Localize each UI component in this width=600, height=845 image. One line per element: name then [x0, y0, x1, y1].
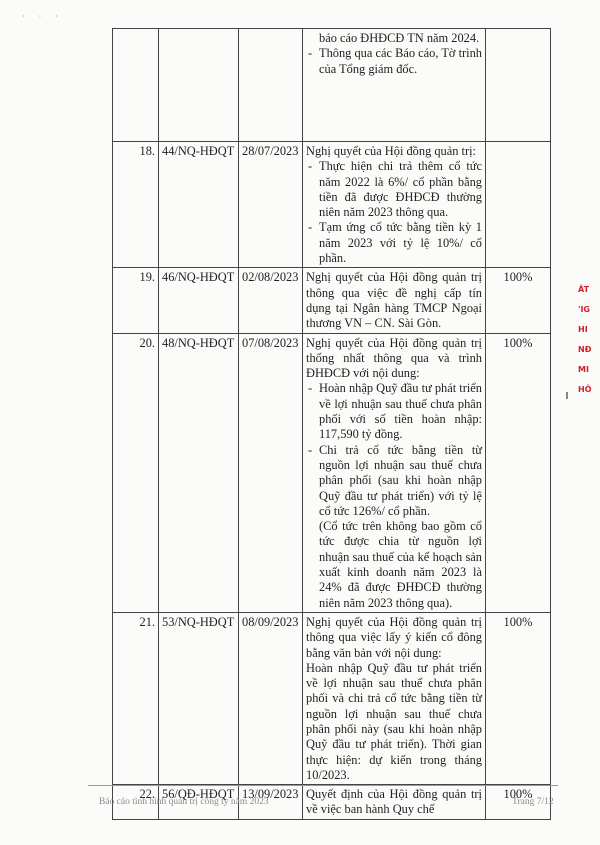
- table-row: [113, 333, 551, 612]
- stamp-mark: MI: [578, 365, 589, 374]
- footer-divider: [88, 785, 558, 786]
- table-row: [113, 612, 551, 784]
- resolution-date: 02/08/2023: [239, 268, 303, 333]
- row-number: 21.: [113, 612, 159, 784]
- approval-rate: 100%: [486, 785, 551, 820]
- content-bullet: - Thực hiện chi trả thêm cổ tức năm 2022 là 6%/ cổ phần bằng tiền đã được ĐHĐCĐ thường niên năm 2023 thông qua.: [306, 159, 482, 220]
- content-intro: Nghị quyết của Hội đồng quản trị thông qua việc lấy ý kiến cổ đông bằng văn bản với nội dung:: [306, 614, 482, 660]
- resolution-number: 53/NQ-HĐQT: [159, 612, 239, 784]
- approval-rate: 100%: [486, 268, 551, 333]
- stamp-mark: HÔ: [578, 385, 592, 394]
- table-row: [113, 29, 551, 142]
- resolution-date: 08/09/2023: [239, 612, 303, 784]
- row-number: [113, 29, 159, 142]
- content-detail: Hoàn nhập Quỹ đầu tư phát triển về lợi nhuận sau thuế chưa phân phối và chi trả cổ tức bằng tiền từ nguồn lợi nhuận sau thuế chưa phân phối này (sau khi hoàn nhập Quỹ đầu tư phát triển). Thời gian thực hiện: dự kiến trong tháng 10/2023.: [306, 660, 482, 782]
- content-bullet: - Chi trả cổ tức bằng tiền từ nguồn lợi nhuận sau thuế chưa phân phối (sau khi hoàn nhập Quỹ đầu tư phát triển) với tỷ lệ cổ tức 126%/ cổ phần.: [306, 443, 482, 519]
- table-row: [113, 142, 551, 268]
- approval-rate: [486, 142, 551, 268]
- stamp-mark: 'IG: [578, 305, 590, 314]
- resolution-content: [303, 612, 486, 784]
- content-intro: Nghị quyết của Hội đồng quản trị thống nhất thông qua và trình ĐHĐCĐ với nội dung:: [306, 335, 482, 381]
- content-bullet: - Tạm ứng cổ tức bằng tiền kỳ 1 năm 2023 với tỷ lệ 10%/ cổ phần.: [306, 220, 482, 266]
- content-bullet: - Hoàn nhập Quỹ đầu tư phát triển về lợi nhuận sau thuế chưa phân phối với số tiền hoàn nhập: 117,590 tỷ đồng.: [306, 381, 482, 442]
- resolution-content: [303, 142, 486, 268]
- stamp-mark: HI: [578, 325, 588, 334]
- resolution-content: [303, 29, 486, 142]
- resolution-date: 13/09/2023: [239, 785, 303, 820]
- resolution-content: [303, 268, 486, 333]
- resolution-date: 07/08/2023: [239, 333, 303, 612]
- resolution-number: [159, 29, 239, 142]
- approval-rate: 100%: [486, 333, 551, 612]
- stamp-mark: ÂT: [578, 285, 590, 294]
- resolution-number: 44/NQ-HĐQT: [159, 142, 239, 268]
- scan-mark: [566, 392, 568, 399]
- resolution-content: [303, 333, 486, 612]
- content-bullet: - Thông qua các Báo cáo, Tờ trình của Tổng giám đốc.: [306, 46, 482, 77]
- approval-rate: [486, 29, 551, 142]
- row-number: 18.: [113, 142, 159, 268]
- content-intro: Nghị quyết của Hội đồng quản trị thông qua việc đề nghị cấp tín dụng tại Ngân hàng TMCP Ngoại thương VN – CN. Sài Gòn.: [306, 270, 482, 331]
- red-stamp-fragment: [578, 284, 600, 404]
- resolutions-table: [112, 28, 551, 820]
- approval-rate: 100%: [486, 612, 551, 784]
- resolution-number: 48/NQ-HĐQT: [159, 333, 239, 612]
- content-note: (Cổ tức trên không bao gồm cổ tức được chia từ nguồn lợi nhuận sau thuế của kế hoạch sản xuất kinh doanh năm 2023 là 24% đã được ĐHĐCĐ thường niên năm 2023 thông qua).: [319, 519, 482, 610]
- footer-report-title: Báo cáo tình hình quản trị công ty năm 2023: [99, 797, 269, 807]
- content-line: báo cáo ĐHĐCĐ TN năm 2024.: [319, 31, 480, 45]
- content-intro: Quyết định của Hội đồng quản trị về việc ban hành Quy chế: [306, 787, 482, 817]
- scan-artifact: · · ·: [22, 12, 64, 21]
- row-number: 22.: [113, 785, 159, 820]
- resolution-number: 56/QĐ-HĐQT: [159, 785, 239, 820]
- resolution-number: 46/NQ-HĐQT: [159, 268, 239, 333]
- stamp-mark: NĐ: [578, 345, 592, 354]
- resolution-content: [303, 785, 486, 820]
- footer-page-number: Trang 7/12: [512, 797, 554, 807]
- resolution-date: [239, 29, 303, 142]
- row-number: 19.: [113, 268, 159, 333]
- content-intro: Nghị quyết của Hội đồng quản trị:: [306, 144, 476, 158]
- table-row: [113, 268, 551, 333]
- resolution-date: 28/07/2023: [239, 142, 303, 268]
- row-number: 20.: [113, 333, 159, 612]
